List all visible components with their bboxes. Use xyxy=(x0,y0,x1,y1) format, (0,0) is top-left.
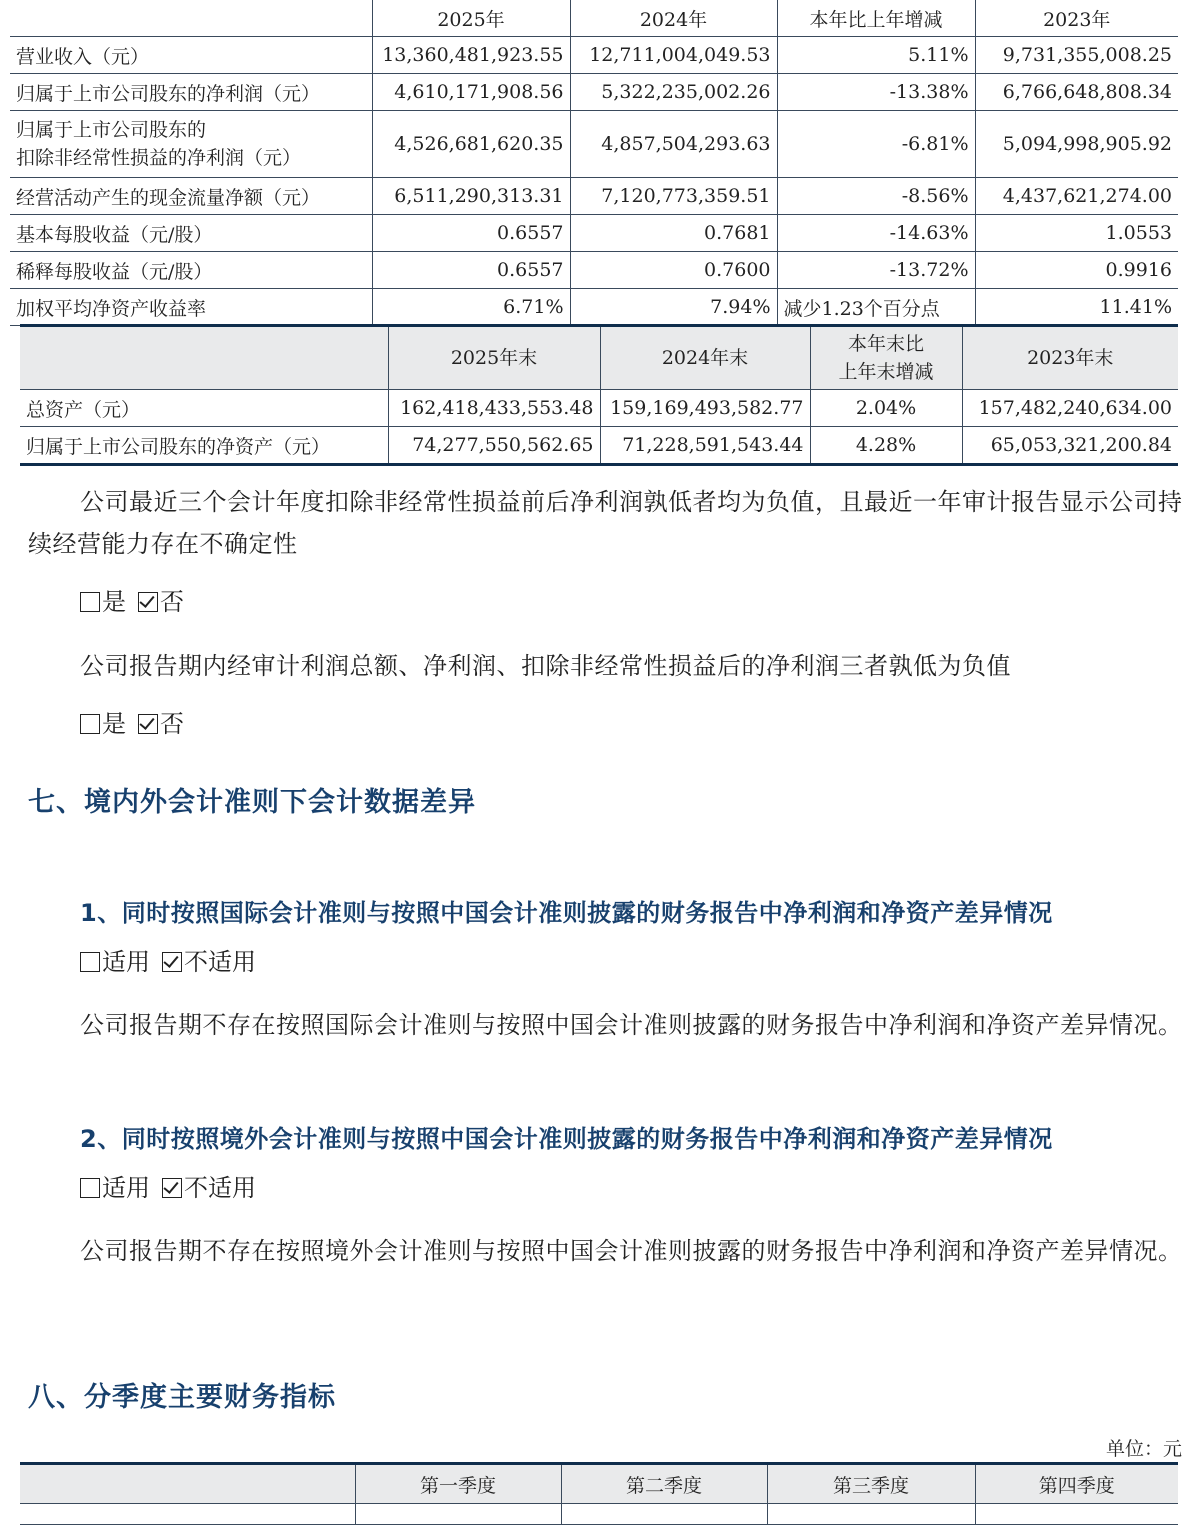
empty-cell xyxy=(975,1504,1178,1525)
header-cell xyxy=(810,326,962,390)
value-cell: 0.9916 xyxy=(975,252,1178,289)
change-cell: -8.56% xyxy=(777,178,975,215)
row-label: 稀释每股收益（元/股） xyxy=(10,252,372,289)
unchecked-box-icon[interactable] xyxy=(80,1178,100,1198)
empty-cell xyxy=(767,1504,975,1525)
row-label: 归属于上市公司股东的净资产（元） xyxy=(20,427,388,465)
table-row xyxy=(10,289,1178,326)
empty-cell xyxy=(561,1504,767,1525)
value-cell: 6,511,290,313.31 xyxy=(372,178,570,215)
value-cell: 159,169,493,582.77 xyxy=(600,390,810,427)
value-cell: 12,711,004,049.53 xyxy=(570,37,777,74)
header-cell xyxy=(10,0,372,37)
value-cell: 6.71% xyxy=(372,289,570,326)
checked-box-icon[interactable] xyxy=(162,1178,182,1198)
header-line: 上年末增减 xyxy=(838,361,934,383)
header-cell: 2024年 xyxy=(570,0,777,37)
row-label-line: 归属于上市公司股东的 xyxy=(16,119,207,141)
value-cell: 162,418,433,553.48 xyxy=(388,390,600,427)
unchecked-box-icon[interactable] xyxy=(80,714,100,734)
key-financials-table xyxy=(10,0,1178,326)
subsection-1-heading: 1、同时按照国际会计准则与按照中国会计准则披露的财务报告中净利润和净资产差异情况 xyxy=(80,899,1053,927)
table-header-row xyxy=(10,0,1178,37)
header-line: 本年末比 xyxy=(847,333,924,355)
table-row xyxy=(20,427,1178,465)
value-cell: 1.0553 xyxy=(975,215,1178,252)
change-cell: -6.81% xyxy=(777,111,975,178)
value-cell: 11.41% xyxy=(975,289,1178,326)
subsection-2-heading: 2、同时按照境外会计准则与按照中国会计准则披露的财务报告中净利润和净资产差异情况 xyxy=(80,1125,1053,1153)
value-cell: 65,053,321,200.84 xyxy=(962,427,1178,465)
table-row xyxy=(10,74,1178,111)
table-row xyxy=(10,252,1178,289)
checked-box-icon[interactable] xyxy=(138,592,158,612)
value-cell: 157,482,240,634.00 xyxy=(962,390,1178,427)
subsection-2-text: 公司报告期不存在按照境外会计准则与按照中国会计准则披露的财务报告中净利润和净资产差异情况。 xyxy=(80,1237,1183,1265)
header-cell: 2023年 xyxy=(975,0,1178,37)
change-cell: 2.04% xyxy=(810,390,962,427)
table-header-row xyxy=(20,1464,1178,1504)
empty-cell xyxy=(20,1504,355,1525)
value-cell: 0.6557 xyxy=(372,215,570,252)
option-label: 否 xyxy=(160,588,184,616)
value-cell: 7,120,773,359.51 xyxy=(570,178,777,215)
option-label: 是 xyxy=(102,588,126,616)
checkbox-group xyxy=(80,706,184,742)
header-cell: 第二季度 xyxy=(561,1464,767,1504)
header-cell xyxy=(20,326,388,390)
section-8-heading: 八、分季度主要财务指标 xyxy=(28,1382,336,1413)
unit-label: 单位：元 xyxy=(1105,1438,1182,1460)
section-7-heading: 七、境内外会计准则下会计数据差异 xyxy=(28,787,476,818)
table-row xyxy=(10,37,1178,74)
value-cell: 0.7600 xyxy=(570,252,777,289)
table-header-row xyxy=(20,326,1178,390)
value-cell: 71,228,591,543.44 xyxy=(600,427,810,465)
row-label: 归属于上市公司股东的净利润（元） xyxy=(10,74,372,111)
option-label: 是 xyxy=(102,710,126,738)
value-cell: 6,766,648,808.34 xyxy=(975,74,1178,111)
header-cell: 2025年末 xyxy=(388,326,600,390)
change-cell: -13.38% xyxy=(777,74,975,111)
header-cell: 第四季度 xyxy=(975,1464,1178,1504)
value-cell: 4,437,621,274.00 xyxy=(975,178,1178,215)
unchecked-box-icon[interactable] xyxy=(80,952,100,972)
checkbox-group xyxy=(80,584,184,620)
subsection-1-text: 公司报告期不存在按照国际会计准则与按照中国会计准则披露的财务报告中净利润和净资产差异情况。 xyxy=(80,1011,1183,1039)
table-row xyxy=(20,390,1178,427)
change-cell: 4.28% xyxy=(810,427,962,465)
row-label: 营业收入（元） xyxy=(10,37,372,74)
value-cell: 0.7681 xyxy=(570,215,777,252)
empty-cell xyxy=(355,1504,561,1525)
checked-box-icon[interactable] xyxy=(162,952,182,972)
header-cell xyxy=(20,1464,355,1504)
row-label xyxy=(10,111,372,178)
value-cell: 5,322,235,002.26 xyxy=(570,74,777,111)
value-cell: 74,277,550,562.65 xyxy=(388,427,600,465)
option-label: 适用 xyxy=(102,1174,150,1202)
row-label: 总资产（元） xyxy=(20,390,388,427)
change-cell: 减少1.23个百分点 xyxy=(777,289,975,326)
table-row xyxy=(10,215,1178,252)
change-cell: -14.63% xyxy=(777,215,975,252)
header-cell: 本年比上年增减 xyxy=(777,0,975,37)
value-cell: 7.94% xyxy=(570,289,777,326)
value-cell: 5,094,998,905.92 xyxy=(975,111,1178,178)
header-cell: 2023年末 xyxy=(962,326,1178,390)
value-cell: 4,526,681,620.35 xyxy=(372,111,570,178)
value-cell: 13,360,481,923.55 xyxy=(372,37,570,74)
change-cell: -13.72% xyxy=(777,252,975,289)
table-row xyxy=(20,1504,1178,1525)
unchecked-box-icon[interactable] xyxy=(80,592,100,612)
header-cell: 2024年末 xyxy=(600,326,810,390)
value-cell: 4,857,504,293.63 xyxy=(570,111,777,178)
header-cell: 2025年 xyxy=(372,0,570,37)
checked-box-icon[interactable] xyxy=(138,714,158,734)
header-cell: 第三季度 xyxy=(767,1464,975,1504)
value-cell: 4,610,171,908.56 xyxy=(372,74,570,111)
row-label-line: 扣除非经常性损益的净利润（元） xyxy=(16,147,302,169)
quarterly-table xyxy=(20,1462,1178,1525)
table-row xyxy=(10,111,1178,178)
row-label: 基本每股收益（元/股） xyxy=(10,215,372,252)
value-cell: 9,731,355,008.25 xyxy=(975,37,1178,74)
checkbox-group xyxy=(80,1170,256,1206)
going-concern-paragraph: 公司最近三个会计年度扣除非经常性损益前后净利润孰低者均为负值，且最近一年审计报告显示公司持续经营能力存在不确定性 xyxy=(28,488,1183,558)
table-row xyxy=(10,178,1178,215)
value-cell: 0.6557 xyxy=(372,252,570,289)
negative-profit-paragraph: 公司报告期内经审计利润总额、净利润、扣除非经常性损益后的净利润三者孰低为负值 xyxy=(80,652,1011,680)
row-label: 加权平均净资产收益率 xyxy=(10,289,372,326)
option-label: 适用 xyxy=(102,948,150,976)
row-label: 经营活动产生的现金流量净额（元） xyxy=(10,178,372,215)
change-cell: 5.11% xyxy=(777,37,975,74)
header-cell: 第一季度 xyxy=(355,1464,561,1504)
balance-sheet-table xyxy=(20,324,1178,466)
option-label: 否 xyxy=(160,710,184,738)
option-label: 不适用 xyxy=(184,1174,256,1202)
option-label: 不适用 xyxy=(184,948,256,976)
checkbox-group xyxy=(80,944,256,980)
